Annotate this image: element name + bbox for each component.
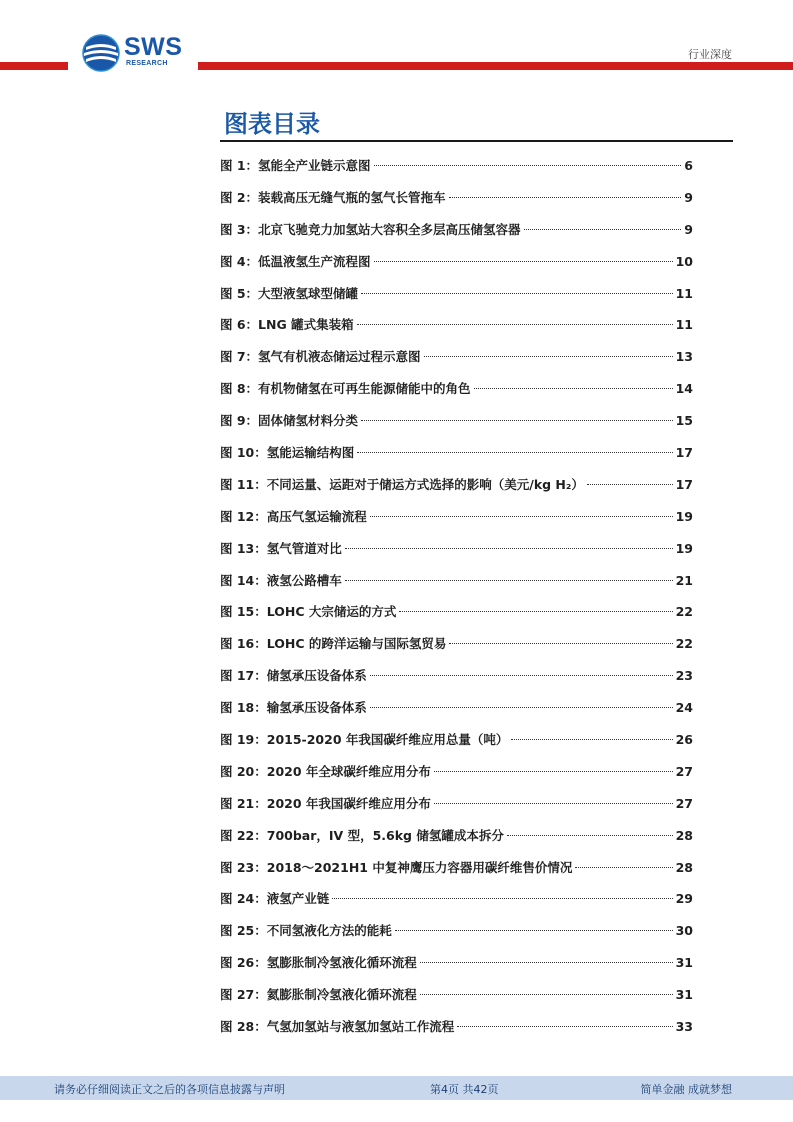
toc-entry-label: 图 25：不同氢液化方法的能耗 — [220, 923, 392, 939]
toc-entry[interactable] — [220, 788, 693, 820]
toc-entry[interactable] — [220, 883, 693, 915]
toc-dot-leader — [434, 771, 673, 772]
footer-page-info: 第4页 共42页 — [430, 1083, 499, 1096]
toc-entry[interactable] — [220, 565, 693, 597]
toc-dot-leader — [370, 516, 673, 517]
toc-entry[interactable] — [220, 852, 693, 884]
toc-dot-leader — [370, 707, 673, 708]
toc-entry-page: 29 — [675, 891, 693, 907]
toc-entry[interactable] — [220, 756, 693, 788]
toc-entry-page: 31 — [675, 987, 693, 1003]
toc-entry[interactable] — [220, 373, 693, 405]
toc-entry-label: 图 2：装载高压无缝气瓶的氢气长管拖车 — [220, 189, 446, 205]
toc-entry-page: 22 — [675, 636, 693, 652]
toc-entry[interactable] — [220, 309, 693, 341]
toc-entry[interactable] — [220, 628, 693, 660]
sws-logo — [82, 31, 192, 73]
toc-dot-leader — [374, 261, 673, 262]
logo-name: SWS — [124, 33, 183, 61]
toc-dot-leader — [424, 356, 673, 357]
toc-entry-label: 图 5：大型液氢球型储罐 — [220, 285, 359, 301]
toc-dot-leader — [434, 803, 673, 804]
toc-entry-page: 10 — [675, 253, 693, 269]
toc-entry-page: 23 — [675, 668, 693, 684]
toc-entry-page: 27 — [675, 795, 693, 811]
toc-entry-label: 图 17：储氢承压设备体系 — [220, 668, 367, 684]
toc-entry-page: 17 — [675, 476, 693, 492]
toc-entry-label: 图 4：低温液氢生产流程图 — [220, 253, 371, 269]
toc-entry-label: 图 22：700bar，IV 型，5.6kg 储氢罐成本拆分 — [220, 827, 504, 843]
toc-entry-label: 图 27：氦膨胀制冷氢液化循环流程 — [220, 987, 417, 1003]
toc-entry-label: 图 9：固体储氢材料分类 — [220, 413, 359, 429]
toc-entry[interactable] — [220, 246, 693, 278]
toc-entry-label: 图 16：LOHC 的跨洋运输与国际氢贸易 — [220, 636, 447, 652]
toc-dot-leader — [332, 898, 672, 899]
sws-globe-icon — [82, 34, 120, 72]
toc-entry[interactable] — [220, 214, 693, 246]
footer-slogan: 简单金融 成就梦想 — [640, 1083, 732, 1096]
toc-dot-leader — [370, 675, 673, 676]
toc-entry-page: 11 — [675, 285, 693, 301]
toc-dot-leader — [457, 1026, 672, 1027]
toc-entry-label: 图 3：北京飞驰竞力加氢站大容积全多层高压储氢容器 — [220, 221, 521, 237]
toc-entry-page: 19 — [675, 508, 693, 524]
toc-entry[interactable] — [220, 979, 693, 1011]
toc-entry-label: 图 1：氢能全产业链示意图 — [220, 158, 371, 173]
toc-entry-page: 26 — [675, 732, 693, 748]
toc-entry-page: 31 — [675, 955, 693, 971]
toc-entry-page: 28 — [675, 827, 693, 843]
toc-entry[interactable] — [220, 915, 693, 947]
toc-entry-page: 22 — [675, 604, 693, 620]
toc-dot-leader — [420, 962, 673, 963]
toc-entry-page: 30 — [675, 923, 693, 939]
toc-dot-leader — [345, 548, 673, 549]
logo-subtitle: RESEARCH — [126, 60, 168, 67]
toc-entry-label: 图 13：氢气管道对比 — [220, 540, 342, 556]
header-bar-left — [0, 62, 68, 70]
toc-entry-label: 图 7：氢气有机液态储运过程示意图 — [220, 349, 421, 365]
toc-entry-page: 27 — [675, 763, 693, 779]
toc-dot-leader — [587, 484, 673, 485]
figure-toc-list — [220, 150, 693, 1043]
toc-entry[interactable] — [220, 501, 693, 533]
toc-entry[interactable] — [220, 692, 693, 724]
toc-entry[interactable] — [220, 1011, 693, 1043]
toc-dot-leader — [345, 580, 673, 581]
toc-dot-leader — [420, 994, 673, 995]
toc-entry-page: 24 — [675, 700, 693, 716]
toc-entry-page: 21 — [675, 572, 693, 588]
toc-entry-label: 图 10：氢能运输结构图 — [220, 445, 355, 461]
toc-entry-page: 9 — [684, 189, 693, 205]
toc-entry-label: 图 6：LNG 罐式集装箱 — [220, 317, 354, 333]
toc-entry-label: 图 23：2018～2021H1 中复神鹰压力容器用碳纤维售价情况 — [220, 859, 573, 875]
toc-dot-leader — [507, 835, 673, 836]
toc-entry-label: 图 26：氢膨胀制冷氢液化循环流程 — [220, 955, 417, 971]
toc-dot-leader — [399, 611, 672, 612]
toc-entry-label: 图 18：输氢承压设备体系 — [220, 700, 367, 716]
toc-entry[interactable] — [220, 533, 693, 565]
header-bar-right — [198, 62, 793, 70]
toc-entry-label: 图 21：2020 年我国碳纤维应用分布 — [220, 795, 431, 811]
toc-dot-leader — [357, 324, 673, 325]
toc-entry[interactable] — [220, 405, 693, 437]
toc-entry[interactable] — [220, 437, 693, 469]
toc-dot-leader — [374, 165, 682, 166]
toc-entry-label: 图 8：有机物储氢在可再生能源储能中的角色 — [220, 381, 471, 397]
toc-dot-leader — [524, 229, 682, 230]
toc-entry-page: 33 — [675, 1019, 693, 1035]
toc-entry[interactable] — [220, 150, 693, 182]
toc-entry-label: 图 19：2015-2020 年我国碳纤维应用总量（吨） — [220, 732, 509, 748]
toc-entry-label: 图 11：不同运量、运距对于储运方式选择的影响（美元/kg H₂） — [220, 476, 584, 492]
toc-entry[interactable] — [220, 820, 693, 852]
toc-entry-label: 图 20：2020 年全球碳纤维应用分布 — [220, 763, 431, 779]
toc-entry-label: 图 15：LOHC 大宗储运的方式 — [220, 604, 397, 620]
footer-disclaimer: 请务必仔细阅读正文之后的各项信息披露与声明 — [54, 1083, 285, 1096]
toc-dot-leader — [575, 867, 672, 868]
toc-dot-leader — [449, 197, 682, 198]
toc-entry-page: 11 — [675, 317, 693, 333]
toc-dot-leader — [361, 293, 673, 294]
page-title: 图表目录 — [224, 110, 320, 138]
toc-entry-page: 19 — [675, 540, 693, 556]
toc-entry[interactable] — [220, 469, 693, 501]
toc-entry[interactable] — [220, 341, 693, 373]
toc-entry[interactable] — [220, 596, 693, 628]
toc-dot-leader — [361, 420, 673, 421]
toc-entry-page: 6 — [684, 158, 693, 173]
toc-entry[interactable] — [220, 724, 693, 756]
toc-entry[interactable] — [220, 947, 693, 979]
toc-dot-leader — [357, 452, 672, 453]
toc-dot-leader — [474, 388, 673, 389]
toc-dot-leader — [449, 643, 672, 644]
toc-entry-page: 14 — [675, 381, 693, 397]
toc-entry-page: 17 — [675, 445, 693, 461]
toc-entry-page: 28 — [675, 859, 693, 875]
title-divider — [220, 140, 733, 142]
toc-entry-page: 13 — [675, 349, 693, 365]
toc-entry[interactable] — [220, 182, 693, 214]
toc-entry-label: 图 12：高压气氢运输流程 — [220, 508, 367, 524]
toc-entry-page: 9 — [684, 221, 693, 237]
toc-entry-label: 图 24：液氢产业链 — [220, 891, 330, 907]
toc-entry-label: 图 28：气氢加氢站与液氢加氢站工作流程 — [220, 1019, 455, 1035]
section-tag: 行业深度 — [688, 48, 732, 61]
toc-entry-page: 15 — [675, 413, 693, 429]
toc-entry[interactable] — [220, 278, 693, 310]
toc-dot-leader — [511, 739, 672, 740]
toc-entry[interactable] — [220, 660, 693, 692]
toc-entry-label: 图 14：液氢公路槽车 — [220, 572, 342, 588]
toc-dot-leader — [395, 930, 673, 931]
